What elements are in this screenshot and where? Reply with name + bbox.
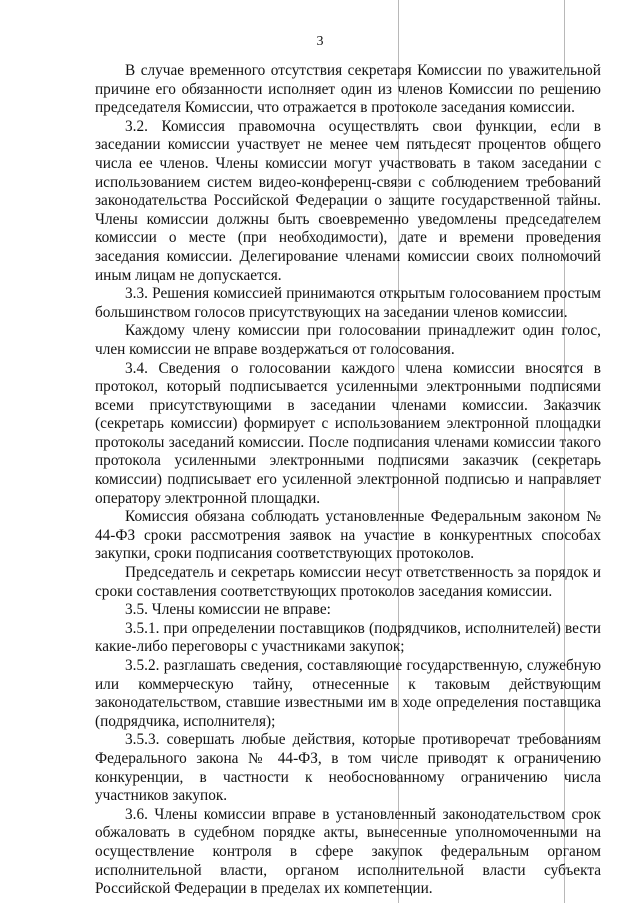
- paragraph-3-5: 3.5. Члены комиссии не вправе:: [125, 601, 331, 619]
- paragraph-secretary-absence: В случае временного отсутствия секретаря Комиссии по уважительной причине его обязанности исполняет один из членов Комиссии по решению председателя Комиссии, что отражается в протоколе заседания комиссии.: [95, 62, 601, 117]
- paragraph-3-4: 3.4. Сведения о голосовании каждого члена комиссии вносятся в протокол, который подписывается усиленными электронными подписями всеми присутствующими в заседании членами комиссии. Заказчик (секретарь комиссии) формирует с использованием электронной площадки протоколы заседаний комиссии. После подписания членами комиссии такого протокола усиленными электронными подписями заказчик (секретарь комиссии) подписывает его усиленной электронной подписью и направляет оператору электронной площадки.: [95, 359, 601, 507]
- paragraph-deadlines: Комиссия обязана соблюдать установленные Федеральным законом № 44-ФЗ сроки рассмотрения заявок на участие в конкурентных способах закупки, сроки подписания соответствующих протоколов.: [95, 508, 601, 563]
- paragraph-3-2: 3.2. Комиссия правомочна осуществлять свои функции, если в заседании комиссии участвует не менее чем пятьдесят процентов общего числа ее членов. Члены комиссии могут участвовать в таком заседании с использованием систем видео-конференц-связи с соблюдением требований законодательства Российской Федерации о защите государственной тайны. Члены комиссии должны быть своевременно уведомлены председателем комиссии о месте (при необходимости), дате и времени проведения заседания комиссии. Делегирование членами комиссии своих полномочий иным лицам не допускается.: [95, 117, 601, 284]
- paragraph-3-6: 3.6. Члены комиссии вправе в установленный законодательством срок обжаловать в судебном порядке акты, вынесенные уполномоченными на осуществление контроля в сфере закупок федеральным органом исполнительной власти, органом исполнительной власти субъекта Российской Федерации в пределах их компетенции.: [95, 805, 601, 898]
- paragraph-3-3: 3.3. Решения комиссией принимаются открытым голосованием простым большинством голосов присутствующих на заседании членов комиссии.: [95, 285, 601, 321]
- paragraph-3-5-3: 3.5.3. совершать любые действия, которые противоречат требованиям Федерального закона № 44-ФЗ, в том числе приводят к ограничению конкуренции, в частности к необоснованному ограничению числа участников закупок.: [95, 731, 601, 805]
- document-body: [95, 62, 601, 899]
- paragraph-vote: Каждому члену комиссии при голосовании принадлежит один голос, член комиссии не вправе воздержаться от голосования.: [95, 322, 601, 358]
- paragraph-3-5-1: 3.5.1. при определении поставщиков (подрядчиков, исполнителей) вести какие-либо переговоры с участниками закупок;: [95, 619, 601, 656]
- page-number: 3: [316, 34, 324, 49]
- paragraph-3-5-2: 3.5.2. разглашать сведения, составляющие государственную, служебную или коммерческую тайну, отнесенные к таковым действующим законодательством, ставшие известными им в ходе определения поставщика (подрядчика, исполнителя);: [95, 657, 601, 730]
- paragraph-responsibility: Председатель и секретарь комиссии несут ответственность за порядок и сроки составления соответствующих протоколов заседания комиссии.: [95, 564, 601, 600]
